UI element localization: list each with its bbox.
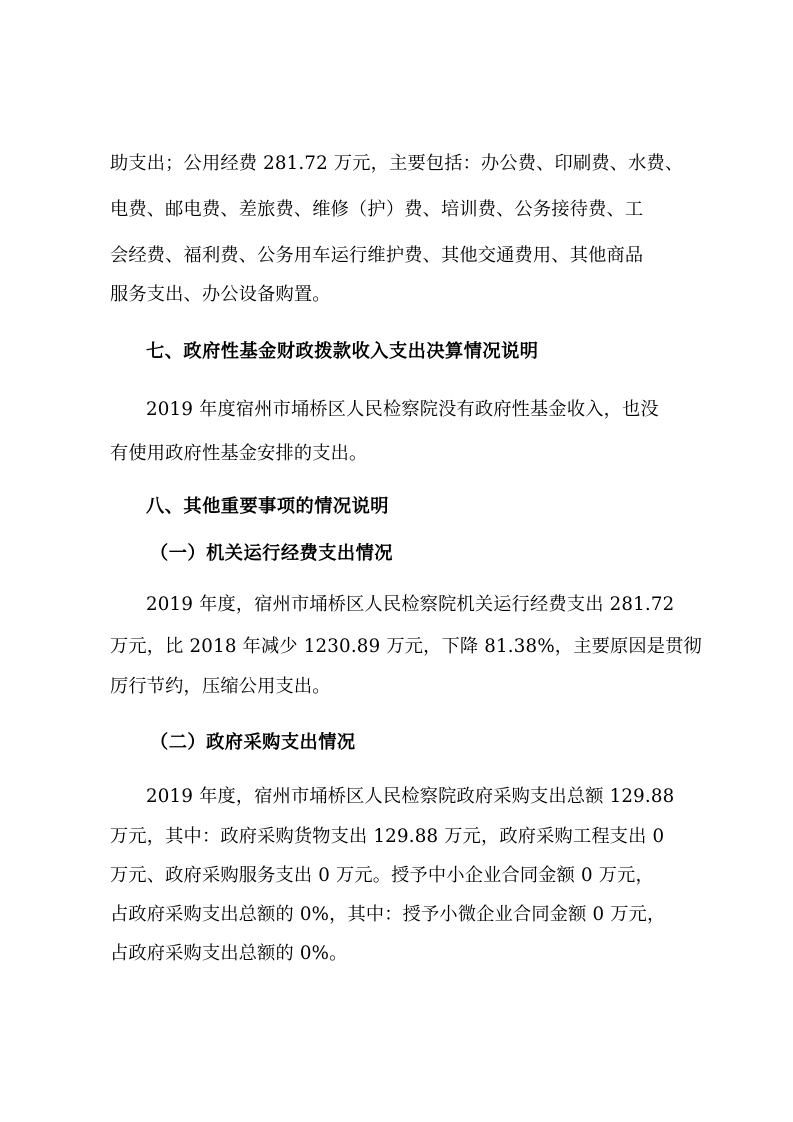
paragraph-line: 电费、邮电费、差旅费、维修（护）费、培训费、公务接待费、工 [110,199,644,220]
section-heading: 八、其他重要事项的情况说明 [146,496,389,517]
paragraph-line: 助支出；公用经费 281.72 万元，主要包括：办公费、印刷费、水费、 [110,153,684,174]
paragraph-line: 厉行节约，压缩公用支出。 [110,676,331,697]
subsection-heading: （二）政府采购支出情况 [150,732,356,753]
paragraph-line: 2019 年度，宿州市埇桥区人民检察院机关运行经费支出 281.72 [146,594,675,615]
paragraph-line: 占政府采购支出总额的 0%，其中：授予小微企业合同金额 0 万元， [110,904,666,925]
section-heading: 七、政府性基金财政拨款收入支出决算情况说明 [146,341,539,362]
paragraph-line: 万元，比 2018 年减少 1230.89 万元，下降 81.38%，主要原因是贯彻 [110,636,702,657]
paragraph-line: 万元，其中：政府采购货物支出 129.88 万元，政府采购工程支出 0 [110,826,665,847]
paragraph-line: 占政府采购支出总额的 0%。 [110,943,348,964]
paragraph-line: 服务支出、办公设备购置。 [110,284,331,305]
paragraph-line: 2019 年度，宿州市埇桥区人民检察院政府采购支出总额 129.88 [146,786,675,807]
paragraph-line: 会经费、福利费、公务用车运行维护费、其他交通费用、其他商品 [110,245,644,266]
paragraph-line: 万元、政府采购服务支出 0 万元。授予中小企业合同金额 0 万元， [110,865,654,886]
subsection-heading: （一）机关运行经费支出情况 [150,543,393,564]
paragraph-line: 有使用政府性基金安排的支出。 [110,443,368,464]
paragraph-line: 2019 年度宿州市埇桥区人民检察院没有政府性基金收入，也没 [146,399,659,420]
